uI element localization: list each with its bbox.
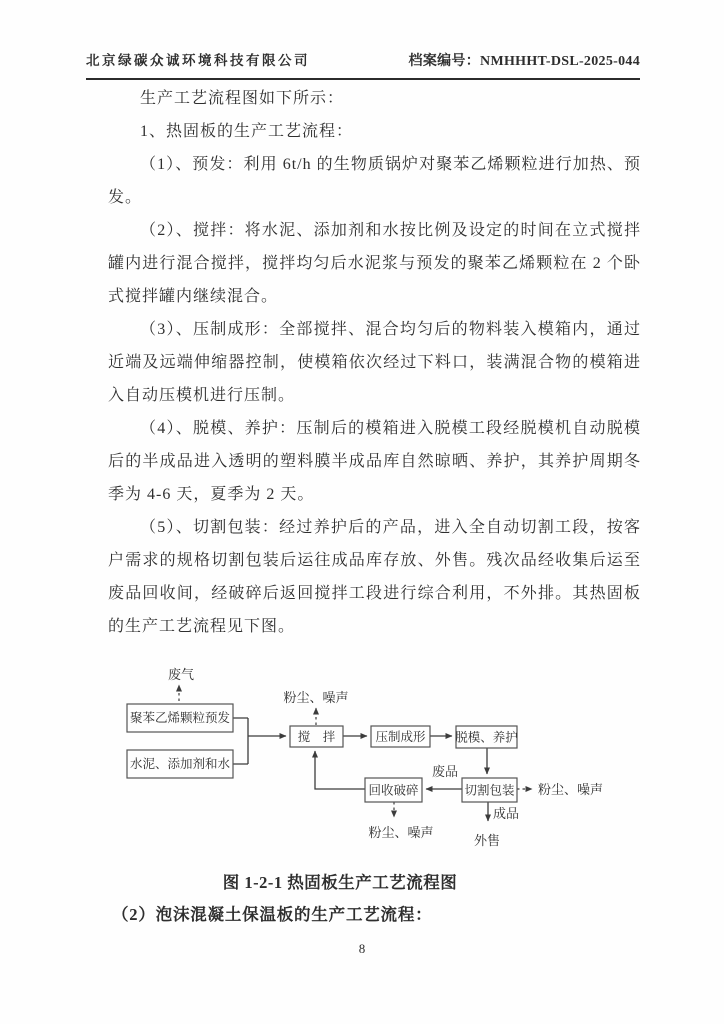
merge-connector-line [233, 718, 248, 764]
paragraph-heading-1: 1、热固板的生产工艺流程： [140, 123, 354, 140]
process-flow-diagram [110, 655, 655, 855]
arrow-recycling-to-mixing [315, 751, 365, 789]
page-number: 8 [358, 941, 366, 956]
box-pre-expansion-label: 聚苯乙烯颗粒预发 [129, 711, 231, 725]
paragraph-step-2: （2）、搅拌：将水泥、添加剂和水按比例及设定的时间在立式搅拌罐内进行混合搅拌，搅拌均匀后水泥浆与预发的聚苯乙烯颗粒在 2 个卧式搅拌罐内继续混合。 [108, 222, 641, 305]
paragraph-step-4: （4）、脱模、养护：压制后的模箱进入脱模工段经脱模机自动脱模后的半成品进入透明的塑料膜半成品库自然晾晒、养护，其养护周期冬季为 4-6 天，夏季为 2 天。 [108, 420, 641, 503]
dust-noise-top-label: 粉尘、噪声 [283, 690, 349, 705]
waste-gas-label: 废气 [167, 667, 195, 682]
scrap-label: 废品 [431, 764, 459, 779]
body-text [108, 82, 641, 643]
figure-caption: 图 1-2-1 热固板生产工艺流程图 [222, 873, 458, 892]
external-sale-label: 外售 [473, 833, 501, 848]
box-recycling-label: 回收破碎 [368, 783, 419, 798]
box-cutting-label: 切割包装 [464, 783, 515, 798]
file-number-label: 档案编号： [408, 54, 481, 69]
dust-noise-bottom-label: 粉尘、噪声 [368, 825, 434, 840]
dust-noise-right-label: 粉尘、噪声 [538, 782, 604, 797]
next-section-heading: （2）泡沫混凝土保温板的生产工艺流程： [112, 905, 433, 924]
box-mixing-label: 搅 拌 [297, 730, 336, 744]
page-header [86, 49, 640, 80]
file-number-value: NMHHHT-DSL-2025-044 [480, 54, 640, 69]
file-number [409, 50, 640, 70]
paragraph-step-3: （3）、压制成形：全部搅拌、混合均匀后的物料装入模箱内，通过近端及远端伸缩器控制，使模箱依次经过下料口，装满混合物的模箱进入自动压模机进行压制。 [108, 321, 641, 404]
company-name: 北京绿碳众诚环境科技有限公司 [86, 53, 310, 68]
paragraph-step-5: （5）、切割包装：经过养护后的产品，进入全自动切割工段，按客户需求的规格切割包装后运往成品库存放、外售。残次品经收集后运至废品回收间，经破碎后返回搅拌工段进行综合利用，不外排。其热固板的生产工艺流程见下图。 [108, 519, 641, 635]
box-pressing-label: 压制成形 [375, 730, 426, 744]
box-materials-label: 水泥、添加剂和水 [129, 757, 231, 771]
finished-product-label: 成品 [493, 806, 520, 821]
paragraph-intro: 生产工艺流程图如下所示： [140, 90, 345, 107]
paragraph-step-1: （1）、预发：利用 6t/h 的生物质锅炉对聚苯乙烯颗粒进行加热、预发。 [108, 156, 641, 206]
box-demolding-label: 脱模、养护 [455, 730, 518, 745]
